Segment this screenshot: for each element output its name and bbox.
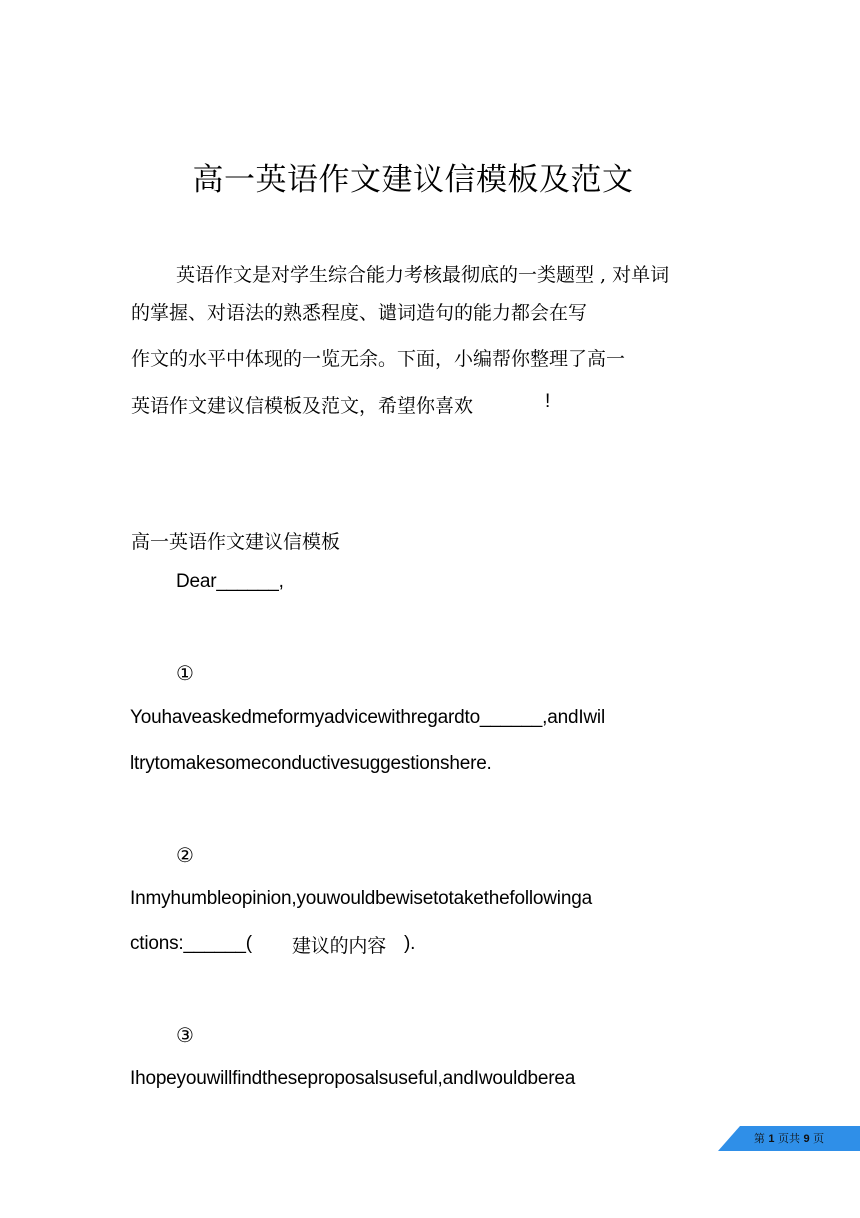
intro-line-4: 英语作文建议信模板及范文，希望你喜欢: [131, 395, 474, 417]
para2-line-2-prefix: ctions:______(: [130, 933, 252, 954]
section-heading: 高一英语作文建议信模板: [131, 531, 341, 553]
para2-line-2-suffix: ).: [404, 933, 416, 954]
page-prefix: 第: [753, 1132, 765, 1145]
current-page-number: 1: [768, 1133, 775, 1145]
page-number-indicator: [718, 1126, 860, 1151]
intro-line-3: 作文的水平中体现的一览无余。下面，小编帮你整理了高一: [131, 348, 626, 370]
paragraph-marker-3: ③: [176, 1023, 194, 1047]
document-title: 高一英语作文建议信模板及范文: [192, 162, 634, 198]
page-suffix: 页: [813, 1132, 825, 1145]
para1-line-1: Youhaveaskedmeformyadvicewithregardto______,andIwil: [130, 707, 605, 728]
paragraph-marker-2: ②: [176, 843, 194, 867]
intro-line-1: 英语作文是对学生综合能力考核最彻底的一类题型 , 对单词: [176, 264, 670, 286]
para2-line-2-cn: 建议的内容: [292, 935, 387, 957]
page-number-tab: [718, 1126, 860, 1151]
para2-line-1: Inmyhumbleopinion,youwouldbewisetotakethefollowinga: [130, 888, 592, 909]
total-pages-number: 9: [803, 1133, 810, 1145]
intro-exclamation: !: [545, 391, 551, 412]
page-middle: 页共: [778, 1132, 800, 1145]
para1-line-2: ltrytomakesomeconductivesuggestionshere.: [130, 753, 492, 774]
salutation: Dear______,: [176, 571, 284, 592]
para3-line-1: Ihopeyouwillfindtheseproposalsuseful,andIwouldberea: [130, 1068, 576, 1089]
paragraph-marker-1: ①: [176, 661, 194, 685]
intro-line-2: 的掌握、对语法的熟悉程度、谴词造句的能力都会在写: [131, 302, 588, 324]
